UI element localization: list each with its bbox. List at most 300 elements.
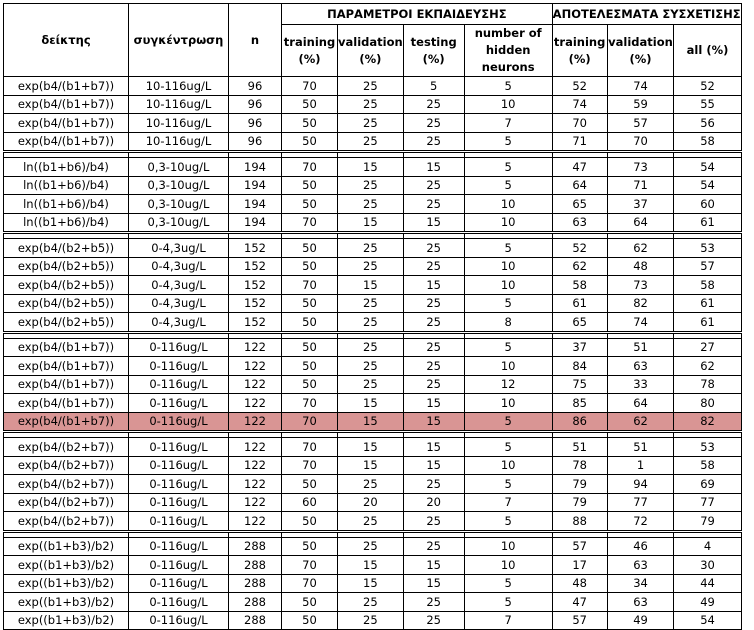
cell-concentration: 0-116ug/L [129, 375, 229, 394]
cell-res-training: 47 [552, 593, 607, 612]
cell-res-all: 53 [674, 438, 741, 457]
cell-res-training: 52 [552, 77, 607, 96]
cell-index: exp(b4/(b1+b7)) [4, 114, 129, 133]
cell-res-validation: 51 [607, 338, 674, 357]
table-row [4, 456, 742, 475]
table-row [4, 213, 742, 233]
cell-testing: 25 [403, 512, 464, 532]
cell-res-training: 48 [552, 574, 607, 593]
cell-index: exp(b4/(b1+b7)) [4, 394, 129, 413]
cell-testing: 25 [403, 132, 464, 152]
cell-testing: 25 [403, 114, 464, 133]
cell-testing: 15 [403, 276, 464, 295]
cell-testing: 15 [403, 213, 464, 233]
cell-res-validation: 77 [607, 493, 674, 512]
cell-res-all: 58 [674, 456, 741, 475]
cell-res-all: 69 [674, 475, 741, 494]
cell-testing: 25 [403, 375, 464, 394]
cell-hidden-neurons: 5 [464, 593, 552, 612]
cell-res-all: 61 [674, 213, 741, 233]
cell-concentration: 0-116ug/L [129, 493, 229, 512]
table-row [4, 512, 742, 532]
cell-res-all: 4 [674, 537, 741, 556]
cell-res-training: 78 [552, 456, 607, 475]
cell-index: exp((b1+b3)/b2) [4, 611, 129, 630]
cell-index: exp(b4/(b1+b7)) [4, 132, 129, 152]
cell-hidden-neurons: 10 [464, 276, 552, 295]
cell-concentration: 0,3-10ug/L [129, 176, 229, 195]
cell-res-validation: 33 [607, 375, 674, 394]
cell-res-all: 30 [674, 556, 741, 575]
table-row [4, 77, 742, 96]
cell-res-all: 53 [674, 239, 741, 258]
cell-res-validation: 73 [607, 276, 674, 295]
cell-validation: 25 [338, 512, 404, 532]
table-row [4, 195, 742, 214]
cell-validation: 25 [338, 239, 404, 258]
cell-res-training: 61 [552, 294, 607, 313]
cell-concentration: 0-116ug/L [129, 556, 229, 575]
cell-training: 50 [282, 593, 338, 612]
cell-training: 50 [282, 475, 338, 494]
cell-n: 194 [229, 195, 282, 214]
cell-validation: 15 [338, 394, 404, 413]
cell-testing: 15 [403, 438, 464, 457]
header-testing-pct: testing (%) [403, 25, 464, 77]
cell-index: exp(b4/(b1+b7)) [4, 77, 129, 96]
cell-res-training: 79 [552, 493, 607, 512]
cell-hidden-neurons: 5 [464, 77, 552, 96]
cell-index: exp(b4/(b2+b5)) [4, 294, 129, 313]
cell-training: 70 [282, 213, 338, 233]
cell-concentration: 0,3-10ug/L [129, 213, 229, 233]
cell-training: 50 [282, 195, 338, 214]
cell-index: exp(b4/(b1+b7)) [4, 375, 129, 394]
cell-index: exp(b4/(b2+b7)) [4, 512, 129, 532]
cell-n: 122 [229, 475, 282, 494]
cell-index: exp((b1+b3)/b2) [4, 593, 129, 612]
cell-validation: 25 [338, 537, 404, 556]
cell-res-training: 51 [552, 438, 607, 457]
cell-res-validation: 37 [607, 195, 674, 214]
header-res-validation-pct: validation (%) [607, 25, 674, 77]
table-row [4, 493, 742, 512]
cell-n: 288 [229, 611, 282, 630]
cell-concentration: 10-116ug/L [129, 132, 229, 152]
table-row [4, 95, 742, 114]
cell-testing: 25 [403, 239, 464, 258]
cell-concentration: 0,3-10ug/L [129, 195, 229, 214]
cell-concentration: 0-116ug/L [129, 412, 229, 432]
cell-n: 122 [229, 394, 282, 413]
cell-concentration: 0-4,3ug/L [129, 239, 229, 258]
table-row [4, 394, 742, 413]
cell-concentration: 0-116ug/L [129, 357, 229, 376]
cell-res-validation: 70 [607, 132, 674, 152]
cell-res-all: 82 [674, 412, 741, 432]
header-results-group: ΑΠΟΤΕΛΕΣΜΑΤΑ ΣΥΣΧΕΤΙΣΗΣ [552, 4, 741, 25]
table-row [4, 114, 742, 133]
cell-res-all: 54 [674, 611, 741, 630]
cell-concentration: 10-116ug/L [129, 95, 229, 114]
cell-hidden-neurons: 5 [464, 574, 552, 593]
cell-concentration: 0-4,3ug/L [129, 313, 229, 333]
cell-n: 122 [229, 338, 282, 357]
cell-validation: 15 [338, 456, 404, 475]
cell-res-training: 88 [552, 512, 607, 532]
cell-validation: 25 [338, 593, 404, 612]
cell-validation: 15 [338, 556, 404, 575]
cell-training: 50 [282, 132, 338, 152]
cell-training: 50 [282, 114, 338, 133]
cell-concentration: 0-116ug/L [129, 475, 229, 494]
cell-res-validation: 82 [607, 294, 674, 313]
cell-n: 194 [229, 213, 282, 233]
cell-index: exp(b4/(b2+b7)) [4, 456, 129, 475]
cell-validation: 15 [338, 574, 404, 593]
cell-res-all: 27 [674, 338, 741, 357]
cell-testing: 25 [403, 611, 464, 630]
table-row [4, 257, 742, 276]
cell-res-all: 54 [674, 158, 741, 177]
cell-index: exp(b4/(b2+b5)) [4, 239, 129, 258]
cell-testing: 25 [403, 537, 464, 556]
cell-res-validation: 46 [607, 537, 674, 556]
cell-validation: 25 [338, 176, 404, 195]
cell-hidden-neurons: 10 [464, 394, 552, 413]
cell-hidden-neurons: 10 [464, 213, 552, 233]
cell-testing: 25 [403, 95, 464, 114]
cell-res-validation: 62 [607, 239, 674, 258]
cell-index: exp(b4/(b1+b7)) [4, 357, 129, 376]
cell-res-all: 44 [674, 574, 741, 593]
cell-index: ln((b1+b6)/b4) [4, 195, 129, 214]
cell-training: 50 [282, 375, 338, 394]
cell-testing: 15 [403, 556, 464, 575]
table-row [4, 176, 742, 195]
cell-res-training: 71 [552, 132, 607, 152]
table-row [4, 158, 742, 177]
cell-n: 96 [229, 77, 282, 96]
cell-index: exp(b4/(b1+b7)) [4, 338, 129, 357]
cell-res-validation: 48 [607, 257, 674, 276]
table-row [4, 438, 742, 457]
cell-n: 96 [229, 114, 282, 133]
cell-res-validation: 63 [607, 593, 674, 612]
cell-n: 122 [229, 456, 282, 475]
cell-hidden-neurons: 12 [464, 375, 552, 394]
cell-res-all: 57 [674, 257, 741, 276]
cell-n: 122 [229, 375, 282, 394]
cell-res-all: 58 [674, 276, 741, 295]
cell-training: 70 [282, 77, 338, 96]
cell-training: 50 [282, 611, 338, 630]
cell-hidden-neurons: 10 [464, 195, 552, 214]
cell-n: 288 [229, 593, 282, 612]
cell-res-validation: 34 [607, 574, 674, 593]
cell-res-all: 49 [674, 593, 741, 612]
cell-validation: 25 [338, 195, 404, 214]
cell-hidden-neurons: 10 [464, 556, 552, 575]
cell-res-training: 84 [552, 357, 607, 376]
cell-res-training: 58 [552, 276, 607, 295]
cell-res-validation: 57 [607, 114, 674, 133]
cell-validation: 25 [338, 257, 404, 276]
cell-concentration: 0-4,3ug/L [129, 257, 229, 276]
cell-hidden-neurons: 10 [464, 257, 552, 276]
cell-training: 50 [282, 338, 338, 357]
cell-n: 152 [229, 294, 282, 313]
cell-res-validation: 51 [607, 438, 674, 457]
cell-res-training: 62 [552, 257, 607, 276]
header-n: n [229, 4, 282, 77]
cell-validation: 25 [338, 475, 404, 494]
cell-training: 50 [282, 176, 338, 195]
cell-n: 288 [229, 556, 282, 575]
cell-res-training: 64 [552, 176, 607, 195]
cell-index: ln((b1+b6)/b4) [4, 176, 129, 195]
cell-training: 50 [282, 257, 338, 276]
cell-index: exp(b4/(b2+b5)) [4, 257, 129, 276]
cell-hidden-neurons: 5 [464, 294, 552, 313]
cell-n: 152 [229, 239, 282, 258]
cell-res-training: 57 [552, 611, 607, 630]
cell-n: 122 [229, 493, 282, 512]
cell-hidden-neurons: 10 [464, 537, 552, 556]
cell-hidden-neurons: 5 [464, 412, 552, 432]
cell-n: 96 [229, 95, 282, 114]
cell-validation: 25 [338, 77, 404, 96]
cell-training: 70 [282, 456, 338, 475]
cell-concentration: 10-116ug/L [129, 77, 229, 96]
cell-hidden-neurons: 5 [464, 176, 552, 195]
cell-validation: 25 [338, 338, 404, 357]
cell-res-all: 61 [674, 294, 741, 313]
cell-concentration: 0-116ug/L [129, 338, 229, 357]
cell-hidden-neurons: 7 [464, 611, 552, 630]
cell-res-validation: 74 [607, 313, 674, 333]
cell-res-all: 78 [674, 375, 741, 394]
cell-testing: 25 [403, 176, 464, 195]
cell-res-all: 55 [674, 95, 741, 114]
cell-res-all: 60 [674, 195, 741, 214]
cell-index: ln((b1+b6)/b4) [4, 158, 129, 177]
cell-res-training: 37 [552, 338, 607, 357]
cell-res-validation: 74 [607, 77, 674, 96]
table-row [4, 239, 742, 258]
cell-res-training: 74 [552, 95, 607, 114]
cell-validation: 25 [338, 611, 404, 630]
cell-res-training: 86 [552, 412, 607, 432]
table-row [4, 276, 742, 295]
cell-n: 122 [229, 512, 282, 532]
cell-concentration: 0-116ug/L [129, 537, 229, 556]
table-body [4, 77, 742, 630]
cell-hidden-neurons: 7 [464, 493, 552, 512]
cell-n: 152 [229, 276, 282, 295]
cell-res-training: 75 [552, 375, 607, 394]
cell-concentration: 0-116ug/L [129, 593, 229, 612]
cell-testing: 25 [403, 593, 464, 612]
cell-n: 152 [229, 313, 282, 333]
cell-concentration: 0-116ug/L [129, 394, 229, 413]
cell-res-training: 17 [552, 556, 607, 575]
cell-n: 122 [229, 438, 282, 457]
cell-hidden-neurons: 10 [464, 95, 552, 114]
table-row [4, 132, 742, 152]
cell-res-training: 65 [552, 195, 607, 214]
cell-training: 70 [282, 276, 338, 295]
cell-validation: 25 [338, 95, 404, 114]
cell-testing: 25 [403, 338, 464, 357]
cell-concentration: 0-116ug/L [129, 574, 229, 593]
cell-res-validation: 59 [607, 95, 674, 114]
cell-validation: 15 [338, 438, 404, 457]
table-row [4, 338, 742, 357]
cell-res-training: 63 [552, 213, 607, 233]
cell-training: 50 [282, 313, 338, 333]
cell-validation: 15 [338, 412, 404, 432]
cell-training: 70 [282, 556, 338, 575]
cell-concentration: 10-116ug/L [129, 114, 229, 133]
cell-index: exp((b1+b3)/b2) [4, 537, 129, 556]
cell-training: 70 [282, 574, 338, 593]
header-validation-pct: validation (%) [338, 25, 404, 77]
cell-validation: 25 [338, 357, 404, 376]
cell-training: 50 [282, 294, 338, 313]
cell-testing: 25 [403, 257, 464, 276]
cell-res-training: 79 [552, 475, 607, 494]
cell-training: 60 [282, 493, 338, 512]
cell-res-all: 80 [674, 394, 741, 413]
header-res-training-pct: training (%) [552, 25, 607, 77]
cell-validation: 15 [338, 213, 404, 233]
cell-concentration: 0-116ug/L [129, 438, 229, 457]
cell-res-validation: 62 [607, 412, 674, 432]
cell-validation: 25 [338, 375, 404, 394]
cell-training: 50 [282, 357, 338, 376]
cell-training: 70 [282, 158, 338, 177]
cell-res-all: 61 [674, 313, 741, 333]
cell-n: 194 [229, 158, 282, 177]
cell-res-validation: 1 [607, 456, 674, 475]
cell-testing: 5 [403, 77, 464, 96]
cell-index: exp(b4/(b1+b7)) [4, 412, 129, 432]
table-row-highlighted [4, 412, 742, 432]
table-row [4, 537, 742, 556]
cell-res-validation: 71 [607, 176, 674, 195]
cell-hidden-neurons: 5 [464, 158, 552, 177]
cell-res-all: 56 [674, 114, 741, 133]
cell-testing: 25 [403, 357, 464, 376]
cell-res-training: 65 [552, 313, 607, 333]
cell-index: ln((b1+b6)/b4) [4, 213, 129, 233]
header-training-pct: training (%) [282, 25, 338, 77]
cell-concentration: 0-116ug/L [129, 611, 229, 630]
cell-validation: 25 [338, 313, 404, 333]
table-row [4, 593, 742, 612]
cell-res-validation: 73 [607, 158, 674, 177]
cell-n: 288 [229, 537, 282, 556]
cell-concentration: 0-116ug/L [129, 512, 229, 532]
cell-n: 122 [229, 412, 282, 432]
cell-index: exp(b4/(b2+b7)) [4, 493, 129, 512]
cell-res-training: 47 [552, 158, 607, 177]
header-training-params-group: ΠΑΡΑΜΕΤΡΟΙ ΕΚΠΑΙΔΕΥΣΗΣ [282, 4, 553, 25]
cell-res-validation: 94 [607, 475, 674, 494]
cell-n: 152 [229, 257, 282, 276]
cell-training: 70 [282, 394, 338, 413]
cell-hidden-neurons: 10 [464, 456, 552, 475]
cell-testing: 25 [403, 195, 464, 214]
cell-index: exp(b4/(b2+b7)) [4, 438, 129, 457]
cell-res-validation: 63 [607, 357, 674, 376]
cell-validation: 25 [338, 114, 404, 133]
table-row [4, 375, 742, 394]
results-table [3, 3, 742, 630]
cell-training: 70 [282, 438, 338, 457]
cell-testing: 15 [403, 456, 464, 475]
cell-res-validation: 72 [607, 512, 674, 532]
cell-index: exp((b1+b3)/b2) [4, 574, 129, 593]
cell-testing: 20 [403, 493, 464, 512]
cell-res-validation: 64 [607, 213, 674, 233]
cell-validation: 15 [338, 276, 404, 295]
cell-training: 50 [282, 95, 338, 114]
cell-testing: 25 [403, 475, 464, 494]
cell-testing: 15 [403, 394, 464, 413]
header-res-all-pct: all (%) [674, 25, 741, 77]
cell-res-all: 58 [674, 132, 741, 152]
cell-hidden-neurons: 5 [464, 132, 552, 152]
cell-res-training: 85 [552, 394, 607, 413]
header-index: δείκτης [4, 4, 129, 77]
cell-concentration: 0,3-10ug/L [129, 158, 229, 177]
cell-training: 50 [282, 239, 338, 258]
cell-concentration: 0-116ug/L [129, 456, 229, 475]
cell-validation: 15 [338, 158, 404, 177]
cell-testing: 15 [403, 574, 464, 593]
cell-res-validation: 63 [607, 556, 674, 575]
cell-res-all: 79 [674, 512, 741, 532]
cell-res-all: 62 [674, 357, 741, 376]
cell-index: exp((b1+b3)/b2) [4, 556, 129, 575]
table-row [4, 556, 742, 575]
cell-testing: 25 [403, 313, 464, 333]
cell-hidden-neurons: 10 [464, 357, 552, 376]
cell-training: 70 [282, 412, 338, 432]
cell-res-validation: 49 [607, 611, 674, 630]
cell-validation: 25 [338, 294, 404, 313]
table-row [4, 313, 742, 333]
cell-concentration: 0-4,3ug/L [129, 294, 229, 313]
header-concentration: συγκέντρωση [129, 4, 229, 77]
cell-hidden-neurons: 5 [464, 438, 552, 457]
cell-concentration: 0-4,3ug/L [129, 276, 229, 295]
cell-index: exp(b4/(b1+b7)) [4, 95, 129, 114]
cell-n: 96 [229, 132, 282, 152]
cell-hidden-neurons: 5 [464, 239, 552, 258]
cell-res-training: 52 [552, 239, 607, 258]
table-row [4, 357, 742, 376]
cell-n: 288 [229, 574, 282, 593]
cell-res-all: 77 [674, 493, 741, 512]
cell-hidden-neurons: 5 [464, 475, 552, 494]
cell-index: exp(b4/(b2+b5)) [4, 276, 129, 295]
cell-training: 50 [282, 537, 338, 556]
table-row [4, 574, 742, 593]
cell-testing: 25 [403, 294, 464, 313]
